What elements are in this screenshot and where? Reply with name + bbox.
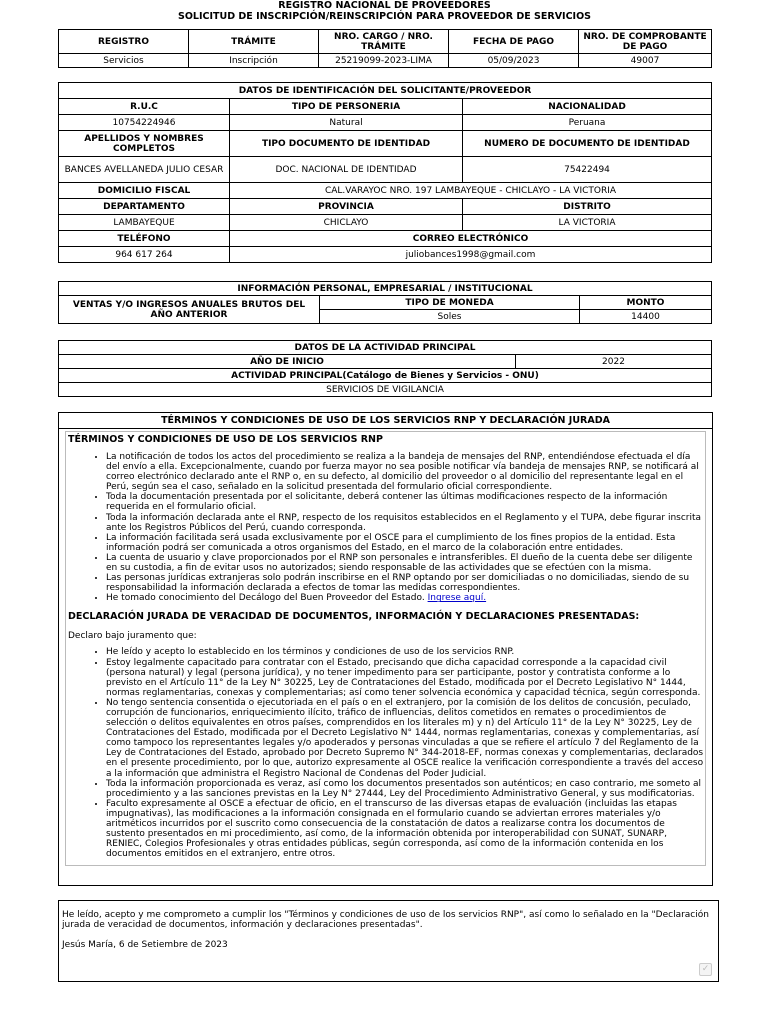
header-title: REGISTRO NACIONAL DE PROVEEDORES	[278, 0, 491, 11]
actividad-table	[58, 340, 712, 397]
tramite-header-comprobante: NRO. DE COMPROBANTE DE PAGO	[579, 30, 712, 54]
tramite-cargo: 25219099-2023-LIMA	[319, 54, 449, 68]
tramite-header-cargo: NRO. CARGO / NRO. TRÁMITE	[319, 30, 449, 54]
declaracion-subtitle: DECLARACIÓN JURADA DE VERACIDAD DE DOCUMENTOS, INFORMACIÓN Y DECLARACIONES PRESENTADAS:	[68, 611, 640, 623]
departamento-value: LAMBAYEQUE	[59, 215, 230, 231]
anio-value: 2022	[516, 355, 712, 369]
acceptance-box	[58, 900, 719, 982]
declaro-text: Declaro bajo juramento que:	[68, 631, 197, 642]
apellidos-value: BANCES AVELLANEDA JULIO CESAR	[59, 157, 230, 183]
identificacion-table	[58, 82, 712, 263]
tipo-persona-label: TIPO DE PERSONERIA	[230, 99, 463, 115]
terminos-item: • Las personas jurídicas extranjeras solo podrán inscribirse en el RNP optando por ser domiciliadas o no domiciliadas, siendo de su responsabilidad la información declarada a efectos de tomar las medidas correspondientes.	[106, 573, 705, 593]
telefono-label: TELÉFONO	[59, 231, 230, 247]
decalogo-text: He tomado conocimiento del Decálogo del Buen Proveedor del Estado.	[106, 593, 425, 604]
declaracion-item: • Toda la información proporcionada es veraz, así como los documentos presentados son auténticos; en caso contrario, me someto al procedimiento y a las sanciones previstas en la Ley N° 27444, Ley del Procedimiento Administrativo General, y sus modificatorias.	[106, 779, 705, 799]
tramite-header-tramite: TRÁMITE	[189, 30, 319, 54]
terminos-list	[66, 452, 705, 603]
actividad-title: DATOS DE LA ACTIVIDAD PRINCIPAL	[59, 341, 712, 355]
personal-title: INFORMACIÓN PERSONAL, EMPRESARIAL / INSTITUCIONAL	[59, 282, 712, 296]
domicilio-label: DOMICILIO FISCAL	[59, 183, 230, 199]
declaracion-item: • He leído y acepto lo establecido en los términos y condiciones de uso de los servicios RNP.	[106, 647, 705, 657]
acceptance-text: He leído, acepto y me comprometo a cumplir los "Términos y condiciones de uso de los servicios RNP", así como lo señalado en la "Declaración jurada de veracidad de documentos, información y declaraciones presentadas".	[62, 910, 709, 930]
actividad-principal-value: SERVICIOS DE VIGILANCIA	[59, 383, 712, 397]
identificacion-title: DATOS DE IDENTIFICACIÓN DEL SOLICITANTE/PROVEEDOR	[59, 83, 712, 99]
terminos-title: TÉRMINOS Y CONDICIONES DE USO DE LOS SERVICIOS RNP Y DECLARACIÓN JURADA	[59, 413, 712, 429]
declaracion-item: • Faculto expresamente al OSCE a efectuar de oficio, en el transcurso de las diversas etapas de evaluación (incluidas las etapas impugnativas), las modificaciones a la información consignada en el formulario cuando se adviertan errores materiales y/o aritméticos incurridos por el suscrito como consecuencia de la constatación de datos a realizarse contra los documentos de sustento presentados en mi procedimiento, así como, de la información obtenida por interoperabilidad con SUNAT, SUNARP, RENIEC, Colegios Profesionales y otras entidades públicas, según corresponda, así como de la información contenida en los documentos emitidos en el extranjero, entre otros.	[106, 799, 705, 860]
monto-label: MONTO	[580, 296, 712, 310]
terminos-item: • La información facilitada será usada exclusivamente por el OSCE para el cumplimiento de los fines propios de la entidad. Esta información podrá ser comunicada a otros organismos del Estado, en el marco de la colaboración entre entidades.	[106, 533, 705, 553]
departamento-label: DEPARTAMENTO	[59, 199, 230, 215]
declaracion-item: • No tengo sentencia consentida o ejecutoriada en el país o en el extranjero, por la comisión de los delitos de concusión, peculado, corrupción de funcionarios, enriquecimiento ilícito, tráfico de influencias, delitos cometidos en remates o procedimientos de selección o delitos equivalentes en otros países, comprendidos en los literales m) y n) del Artículo 11° de la Ley N° 30225, Ley de Contrataciones del Estado, modificada por el Decreto Legislativo N° 1444, normas reglamentarias, conexas y complementarias, así como tampoco los representantes legales y/o apoderados y personas vinculadas a que se refiere el artículo 7 del Reglamento de la Ley de Contrataciones del Estado, aprobado por Decreto Supremo N° 344-2018-EF, normas conexas y complementarias, declarados en el presente procedimiento, por lo que, autorizo expresamente al OSCE realice la verificación correspondiente a través del acceso a la información que administra el Registro Nacional de Condenas del Poder Judicial.	[106, 698, 705, 779]
num-doc-value: 75422494	[463, 157, 712, 183]
moneda-label: TIPO DE MONEDA	[320, 296, 580, 310]
declaracion-item: • Estoy legalmente capacitado para contratar con el Estado, precisando que dicha capacidad corresponde a la capacidad civil (persona natural) y legal (persona jurídica), y no tener impedimento para ser participante, postor y contratista conforme a lo previsto en el Artículo 11° de la Ley N° 30225, Ley de Contrataciones del Estado, modificada por el Decreto Legislativo N° 1444, normas reglamentarias, conexas y complementarias; así como tener solvencia económica y capacidad técnica, según corresponda.	[106, 658, 705, 698]
ruc-label: R.U.C	[59, 99, 230, 115]
tramite-header-registro: REGISTRO	[59, 30, 189, 54]
provincia-label: PROVINCIA	[230, 199, 463, 215]
personal-table	[58, 281, 712, 324]
num-doc-label: NUMERO DE DOCUMENTO DE IDENTIDAD	[463, 131, 712, 157]
actividad-principal-label: ACTIVIDAD PRINCIPAL(Catálogo de Bienes y Servicios - ONU)	[59, 369, 712, 383]
distrito-value: LA VICTORIA	[463, 215, 712, 231]
decalogo-link[interactable]: Ingrese aquí.	[427, 593, 487, 604]
anio-label: AÑO DE INICIO	[59, 355, 516, 369]
provincia-value: CHICLAYO	[230, 215, 463, 231]
telefono-value: 964 617 264	[59, 247, 230, 263]
document-header	[58, 0, 711, 22]
nacionalidad-label: NACIONALIDAD	[463, 99, 712, 115]
tipo-doc-value: DOC. NACIONAL DE IDENTIDAD	[230, 157, 463, 183]
terminos-section	[58, 412, 713, 886]
declaracion-list	[66, 647, 705, 859]
tipo-persona-value: Natural	[230, 115, 463, 131]
terminos-item: • Toda la documentación presentada por el solicitante, deberá contener las últimas modificaciones respecto de la información requerida en el formulario oficial.	[106, 492, 705, 512]
accept-checkbox[interactable]	[699, 963, 712, 976]
correo-label: CORREO ELECTRÓNICO	[230, 231, 712, 247]
domicilio-value: CAL.VARAYOC NRO. 197 LAMBAYEQUE - CHICLAYO - LA VICTORIA	[230, 183, 712, 199]
tramite-registro: Servicios	[59, 54, 189, 68]
ruc-value: 10754224946	[59, 115, 230, 131]
monto-value: 14400	[580, 310, 712, 324]
terminos-subtitle: TÉRMINOS Y CONDICIONES DE USO DE LOS SERVICIOS RNP	[68, 434, 383, 445]
distrito-label: DISTRITO	[463, 199, 712, 215]
check-icon: ✓	[701, 964, 710, 974]
document-page	[58, 0, 711, 974]
terminos-item-decalogo	[106, 593, 705, 603]
tramite-tramite: Inscripción	[189, 54, 319, 68]
ventas-label: VENTAS Y/O INGRESOS ANUALES BRUTOS DEL AÑO ANTERIOR	[59, 296, 320, 324]
header-subtitle: SOLICITUD DE INSCRIPCIÓN/REINSCRIPCIÓN PARA PROVEEDOR DE SERVICIOS	[177, 11, 592, 22]
tramite-comprobante: 49007	[579, 54, 712, 68]
terminos-scroll-area[interactable]	[65, 431, 706, 866]
nacionalidad-value: Peruana	[463, 115, 712, 131]
apellidos-label: APELLIDOS Y NOMBRES COMPLETOS	[59, 131, 230, 157]
terminos-item: • La cuenta de usuario y clave proporcionados por el RNP son personales e intransferibles. El dueño de la cuenta debe ser diligente en su custodia, a fin de evitar usos no autorizados; siendo responsable de las actividades que se efectúen con la misma.	[106, 553, 705, 573]
tipo-doc-label: TIPO DOCUMENTO DE IDENTIDAD	[230, 131, 463, 157]
terminos-item: • Toda la información declarada ante el RNP, respecto de los requisitos establecidos en el Reglamento y el TUPA, debe figurar inscrita ante los Registros Públicos del Perú, cuando corresponda.	[106, 513, 705, 533]
terminos-item: • La notificación de todos los actos del procedimiento se realiza a la bandeja de mensajes del RNP, entendiéndose efectuada el día del envío a ella. Excepcionalmente, cuando por fuerza mayor no sea posible notificar vía bandeja de mensajes RNP, se notificará al correo electrónico declarado ante el RNP o, en su defecto, al domicilio del proveedor o al domicilio del representante legal en el Perú, según sea el caso, señalado en la solicitud presentada del formulario oficial correspondiente.	[106, 452, 705, 492]
moneda-value: Soles	[320, 310, 580, 324]
tramite-table	[58, 29, 712, 68]
tramite-fecha: 05/09/2023	[449, 54, 579, 68]
correo-value: juliobances1998@gmail.com	[230, 247, 712, 263]
tramite-header-fecha: FECHA DE PAGO	[449, 30, 579, 54]
place-date: Jesús María, 6 de Setiembre de 2023	[62, 940, 228, 950]
